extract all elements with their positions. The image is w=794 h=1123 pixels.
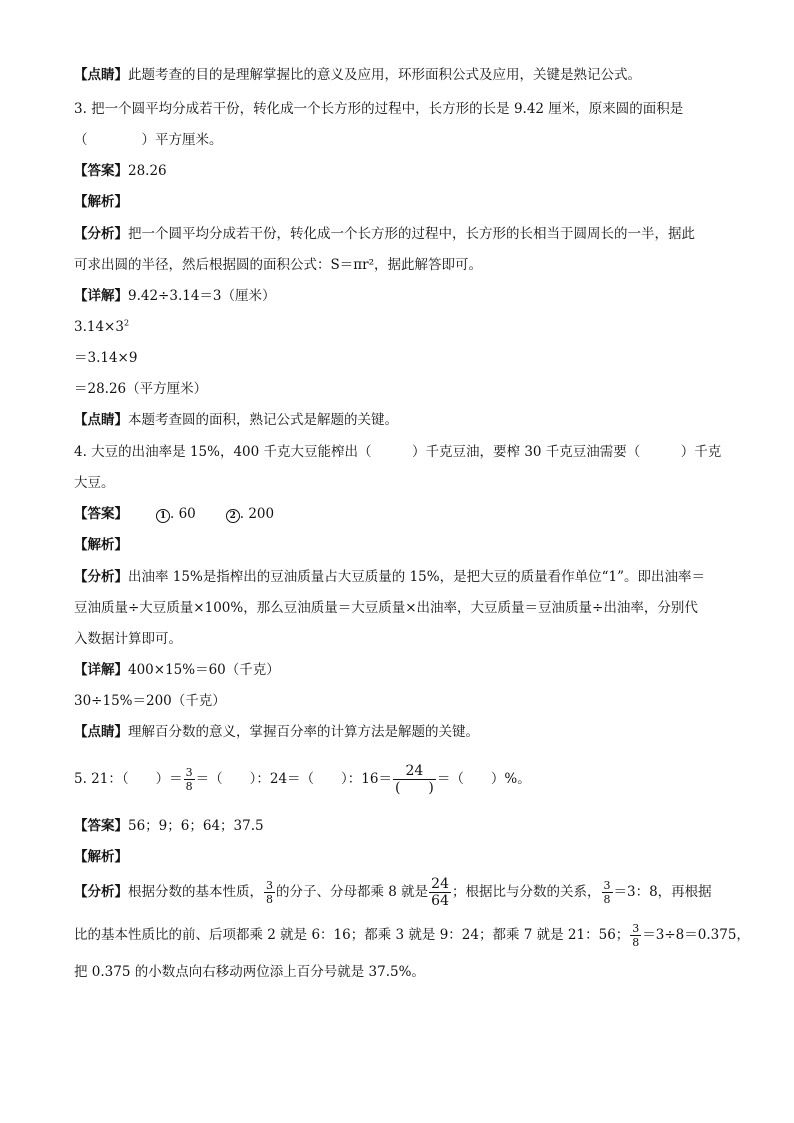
- q4-xiangjie-line2: 30÷15%＝200（千克）: [74, 693, 226, 709]
- fenxi-text-c: ；根据比与分数的关系，: [452, 884, 601, 900]
- q3-xiangjie-line3: ＝3.14×9: [74, 350, 138, 366]
- fraction-3-8: [264, 880, 275, 905]
- dianjing-text: 此题考查的目的是理解掌握比的意义及应用，环形面积公式及应用，关键是熟记公式。: [128, 67, 641, 83]
- q3-answer-line: [74, 161, 167, 181]
- q3-jiexi-label: 【解析】: [74, 194, 128, 210]
- q5-part2: ＝（ ）：24＝（ ）：16＝: [195, 771, 392, 787]
- q5-jiexi-label: 【解析】: [74, 849, 128, 865]
- q4-question-line2: 大豆。: [74, 475, 115, 491]
- fraction-numerator: 3: [266, 879, 273, 892]
- fraction-denominator: 8: [185, 780, 193, 793]
- q5-answer-line: [74, 816, 264, 836]
- q5-fenxi-line1: [74, 875, 712, 909]
- q4-question-line1: 4. 大豆的出油率是 15%，400 千克大豆能榨出（ ）千克豆油，要榨 30 千克豆油需要（ ）千克: [74, 444, 722, 460]
- answer-tag: 【答案】: [74, 506, 128, 522]
- q4-answer-line: [74, 504, 274, 524]
- xiangjie-tag: 【详解】: [74, 662, 128, 678]
- fenxi-tag: 【分析】: [74, 569, 128, 585]
- q3-xiangjie-line1: [74, 286, 276, 306]
- q4-xiangjie-line1: [74, 660, 280, 680]
- xiangjie-base: 3.14×3: [74, 319, 124, 335]
- fenxi-tag: 【分析】: [74, 226, 128, 242]
- fraction-3-8: [602, 880, 613, 905]
- answer-text: 56；9；6；64；37.5: [128, 818, 264, 834]
- q4-jiexi-label: 【解析】: [74, 537, 128, 553]
- fenxi-text-a: 根据分数的基本性质，: [128, 884, 263, 900]
- fraction-24-64: [429, 877, 451, 908]
- fenxi-tag: 【分析】: [74, 884, 128, 900]
- fraction-numerator: 3: [185, 766, 193, 779]
- fenxi-text-b: 的分子、分母都乘 8 就是: [276, 884, 429, 900]
- dianjing-tag: 【点睛】: [74, 67, 128, 83]
- answer-text: 28.26: [128, 163, 167, 179]
- fraction-numerator: 24: [393, 764, 436, 780]
- fraction-numerator: 3: [632, 922, 640, 935]
- dianjing-tag: 【点睛】: [74, 724, 128, 740]
- fraction-3-8: [630, 923, 641, 948]
- q5-question-line: [74, 762, 531, 796]
- q4-fenxi-line1: [74, 567, 705, 587]
- q4-dianjing-line: [74, 722, 479, 742]
- q5-fenxi-line3: 把 0.375 的小数点向右移动两位添上百分号就是 37.5%。: [74, 964, 425, 980]
- fraction-denominator: 8: [603, 893, 611, 906]
- answer-mark-1: 1: [156, 509, 170, 523]
- fenxi-text-a: 比的基本性质比的前、后项都乘 2 就是 6：16；都乘 3 就是 9：24；都乘 7 就是 21：56；: [74, 927, 630, 943]
- fenxi-text-d: ＝3：8，再根据: [613, 884, 712, 900]
- q3-xiangjie-line4: ＝28.26（平方厘米）: [74, 381, 208, 397]
- xiangjie-exponent: 2: [123, 318, 130, 328]
- dianjing-tag: 【点睛】: [74, 412, 128, 428]
- fenxi-text: 出油率 15%是指榨出的豆油质量占大豆质量的 15%，是把大豆的质量看作单位“1”。即出油率＝: [128, 569, 705, 585]
- q3-question-line1: 3. 把一个圆平均分成若干份，转化成一个长方形的过程中，长方形的长是 9.42 厘米，原来圆的面积是: [74, 101, 684, 117]
- dianjing-text: 本题考查圆的面积，熟记公式是解题的关键。: [128, 412, 398, 428]
- fraction-denominator: 8: [266, 893, 273, 906]
- answer-mark-2: 2: [226, 509, 240, 523]
- q3-question-line2: （ ）平方厘米。: [74, 132, 223, 148]
- q2-dianjing-line: [74, 65, 641, 85]
- fraction-denominator: 8: [632, 936, 640, 949]
- q3-dianjing-line: [74, 410, 398, 430]
- xiangjie-text: 9.42÷3.14＝3（厘米）: [128, 288, 276, 304]
- fenxi-text: 把一个圆平均分成若干份，转化成一个长方形的过程中，长方形的长相当于圆周长的一半，据此: [128, 226, 695, 242]
- fraction-denominator: ( ): [394, 780, 434, 796]
- xiangjie-tag: 【详解】: [74, 288, 128, 304]
- dianjing-text: 理解百分数的意义，掌握百分率的计算方法是解题的关键。: [128, 724, 479, 740]
- q5-fraction-24-blank: [393, 764, 436, 795]
- xiangjie-text: 400×15%＝60（千克）: [128, 662, 280, 678]
- q4-fenxi-line2: 豆油质量÷大豆质量×100%，那么豆油质量＝大豆质量×出油率，大豆质量＝豆油质量÷出油率，分别代: [74, 600, 698, 616]
- answer-value-1: . 60: [170, 506, 196, 522]
- answer-tag: 【答案】: [74, 818, 128, 834]
- answer-tag: 【答案】: [74, 163, 128, 179]
- answer-value-2: . 200: [239, 506, 275, 522]
- q3-fenxi-line1: [74, 224, 695, 244]
- q5-part1: 5. 21：（ ）＝: [74, 771, 183, 787]
- q5-fenxi-line2: [74, 918, 750, 952]
- fraction-numerator: 3: [603, 879, 611, 892]
- q5-part3: ＝（ ）%。: [436, 771, 531, 787]
- fraction-numerator: 24: [431, 876, 449, 892]
- q5-fraction-3-8: [184, 767, 195, 792]
- q3-fenxi-line2: 可求出圆的半径，然后根据圆的面积公式：S＝πr²，据此解答即可。: [74, 257, 482, 273]
- fenxi-text-b: ＝3÷8＝0.375，: [642, 927, 750, 943]
- fraction-denominator: 64: [431, 893, 449, 909]
- q4-fenxi-line3: 入数据计算即可。: [74, 631, 182, 647]
- q3-xiangjie-line2: [74, 317, 129, 337]
